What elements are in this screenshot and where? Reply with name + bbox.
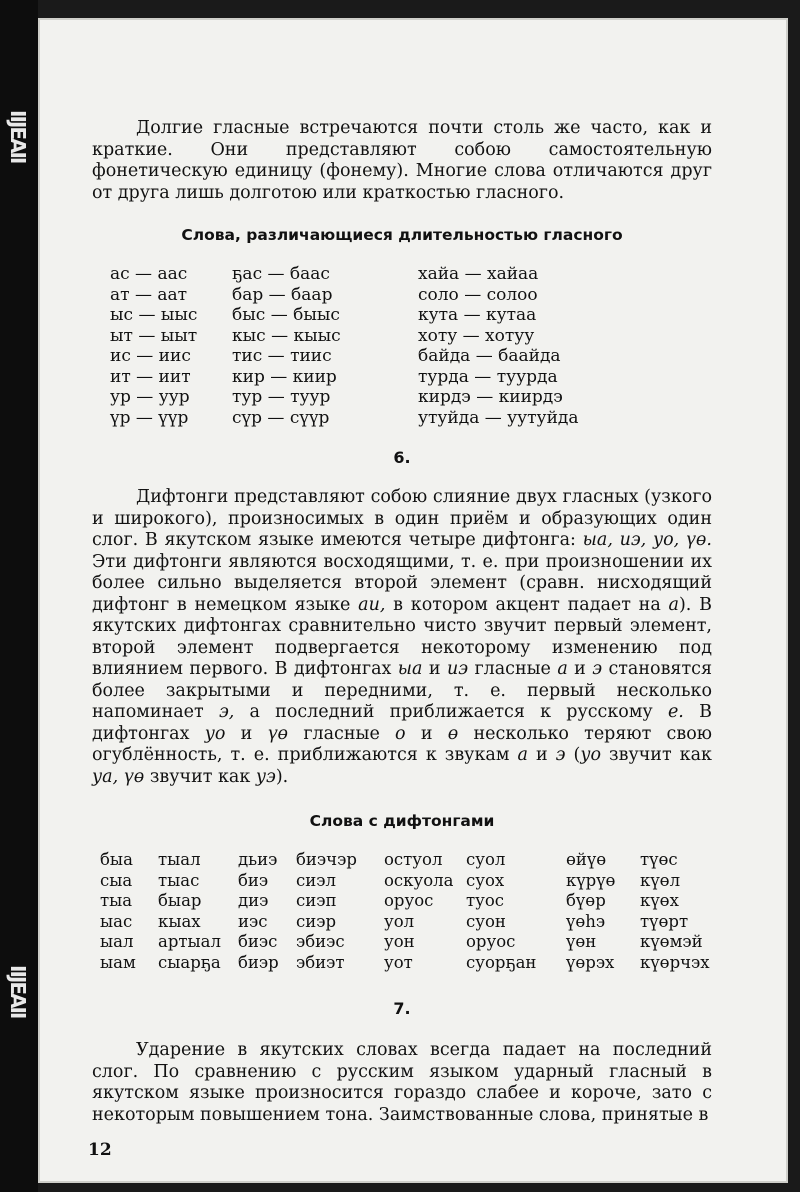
word-pair: ит — иит: [110, 366, 191, 387]
table-cell: күөрчэх: [640, 952, 710, 972]
table-cell: уон: [384, 932, 415, 951]
table-cell: быа: [100, 850, 133, 869]
table-cell: биэс: [238, 932, 278, 951]
length-word-pairs: [92, 264, 712, 428]
table-cell: оскуола: [384, 870, 454, 890]
table-cell: оруос: [466, 932, 516, 951]
pairs-column-3: [418, 264, 579, 428]
book-spine: [0, 0, 38, 1192]
table-cell: диэ: [238, 891, 269, 910]
table-cell: сыарҕа: [158, 952, 221, 972]
pairs-column-2: [232, 264, 418, 428]
word-pair: турда — туурда: [418, 366, 558, 387]
diphthong-paragraph: Дифтонги представляют собою слияние двух гласных (узкого и широкого), произносимых в один приём и образующих один слог. В якутском языке имеются четыре дифтонга: ыа, иэ, уо, үө. Эти дифтонги являются восходящими, т. е. при произношении их более сильно выделяется второй элемент (сравн. нисходящий дифтонг в немецком языке au, в котором акцент падает на a). В якутских дифтонгах сравнительно чисто звучит первый элемент, второй элемент подвергается некоторому изменению под влиянием первого. В дифтонгах ыа и иэ гласные а и э становятся более закрытыми и передними, т. е. первый несколько напоминает э, а последний приближается к русскому е. В дифтонгах уо и үө гласные о и ө несколько теряют свою огублённость, т. е. приближаются к звукам а и э (уо звучит как уа, үө звучит как уэ).: [92, 487, 712, 787]
word-pair: байда — баайда: [418, 346, 561, 366]
table-cell: сиэр: [296, 911, 337, 931]
table-cell: күөмэй: [640, 932, 703, 951]
pairs-column-1: [92, 264, 232, 428]
table-cell: иэс: [238, 911, 268, 931]
table-cell: үөн: [566, 932, 597, 951]
table-cell: быар: [158, 891, 202, 910]
table-cell: сиэл: [296, 870, 336, 890]
table-cell: туос: [466, 891, 505, 910]
word-pair: тур — туур: [232, 387, 331, 407]
table-cell: уот: [384, 952, 413, 972]
table-cell: ыам: [100, 952, 136, 972]
word-pair: үр — үүр: [110, 407, 189, 428]
word-pair: быс — быыс: [232, 305, 340, 325]
spine-mark-bottom: IIJEAII: [6, 965, 30, 1018]
word-pair: хоту — хотуу: [418, 325, 535, 346]
table-cell: үөрэх: [566, 952, 615, 972]
word-pair: ур — уур: [110, 387, 190, 407]
word-pair: ат — аат: [110, 284, 188, 305]
table-cell: түөс: [640, 850, 678, 869]
section-title-length: Слова, различающиеся длительностью гласного: [181, 226, 623, 244]
word-pair: кир — киир: [232, 366, 337, 387]
word-pair: утуйда — уутуйда: [418, 407, 579, 428]
table-cell: күөх: [640, 891, 679, 910]
word-pair: бар — баар: [232, 284, 333, 305]
stress-paragraph: Ударение в якутских словах всегда падает на последний слог. По сравнению с русским языком ударный гласный в якутском языке произносится гораздо слабее и короче, зато с некоторым повышением тона. Заимствованные слова, принятые в: [92, 1040, 712, 1125]
word-pair: кыс — кыыс: [232, 325, 341, 346]
table-cell: суорҕан: [466, 952, 537, 972]
table-cell: эбиэт: [296, 952, 345, 972]
intro-paragraph: Долгие гласные встречаются почти столь же часто, как и краткие. Они представляют собою самостоятельную фонетическую единицу (фонему). Многие слова отличаются друг от друга лишь долготою или краткостью гласного.: [92, 118, 712, 203]
table-cell: эбиэс: [296, 932, 345, 951]
word-pair: ис — иис: [110, 346, 191, 366]
table-cell: сиэп: [296, 891, 337, 910]
word-pair: хайа — хайаа: [418, 264, 539, 284]
word-pair: ыс — ыыс: [110, 305, 198, 325]
word-pair: соло — солоо: [418, 284, 538, 305]
section-number-6: 6.: [393, 448, 411, 467]
diphthong-words-table: [92, 850, 712, 973]
table-cell: тыас: [158, 870, 200, 890]
table-cell: ыас: [100, 911, 133, 931]
table-cell: ыал: [100, 932, 134, 951]
spine-mark-top: IIJEAII: [6, 110, 30, 163]
word-pair: кута — кутаа: [418, 305, 537, 325]
table-cell: уол: [384, 911, 415, 931]
table-cell: тыал: [158, 850, 201, 869]
table-cell: биэчэр: [296, 850, 357, 869]
page-number: 12: [88, 1140, 112, 1160]
table-cell: өйүө: [566, 850, 607, 869]
table-cell: бүөр: [566, 891, 606, 910]
word-pair: ас — аас: [110, 264, 188, 284]
table-cell: суох: [466, 870, 505, 890]
table-cell: үөһэ: [566, 911, 606, 931]
table-cell: түөрт: [640, 911, 689, 931]
word-pair: ыт — ыыт: [110, 325, 198, 346]
section-title-diphthongs: Слова с дифтонгами: [309, 812, 495, 830]
table-cell: артыал: [158, 932, 221, 951]
table-cell: суон: [466, 911, 506, 931]
word-pair: ҕас — баас: [232, 264, 330, 284]
table-cell: кыах: [158, 911, 201, 931]
table-cell: биэр: [238, 952, 279, 972]
table-cell: биэ: [238, 870, 269, 890]
table-cell: суол: [466, 850, 506, 869]
section-number-7: 7.: [393, 999, 411, 1018]
word-pair: сүр — сүүр: [232, 407, 330, 428]
word-pair: тис — тиис: [232, 346, 332, 366]
table-cell: тыа: [100, 891, 133, 910]
word-pair: кирдэ — киирдэ: [418, 387, 563, 407]
table-cell: дьиэ: [238, 850, 278, 869]
table-cell: күрүө: [566, 870, 616, 890]
table-cell: сыа: [100, 870, 133, 890]
table-cell: оруос: [384, 891, 434, 910]
table-cell: күөл: [640, 870, 681, 890]
page-content: [88, 96, 712, 1160]
table-cell: остуол: [384, 850, 443, 869]
